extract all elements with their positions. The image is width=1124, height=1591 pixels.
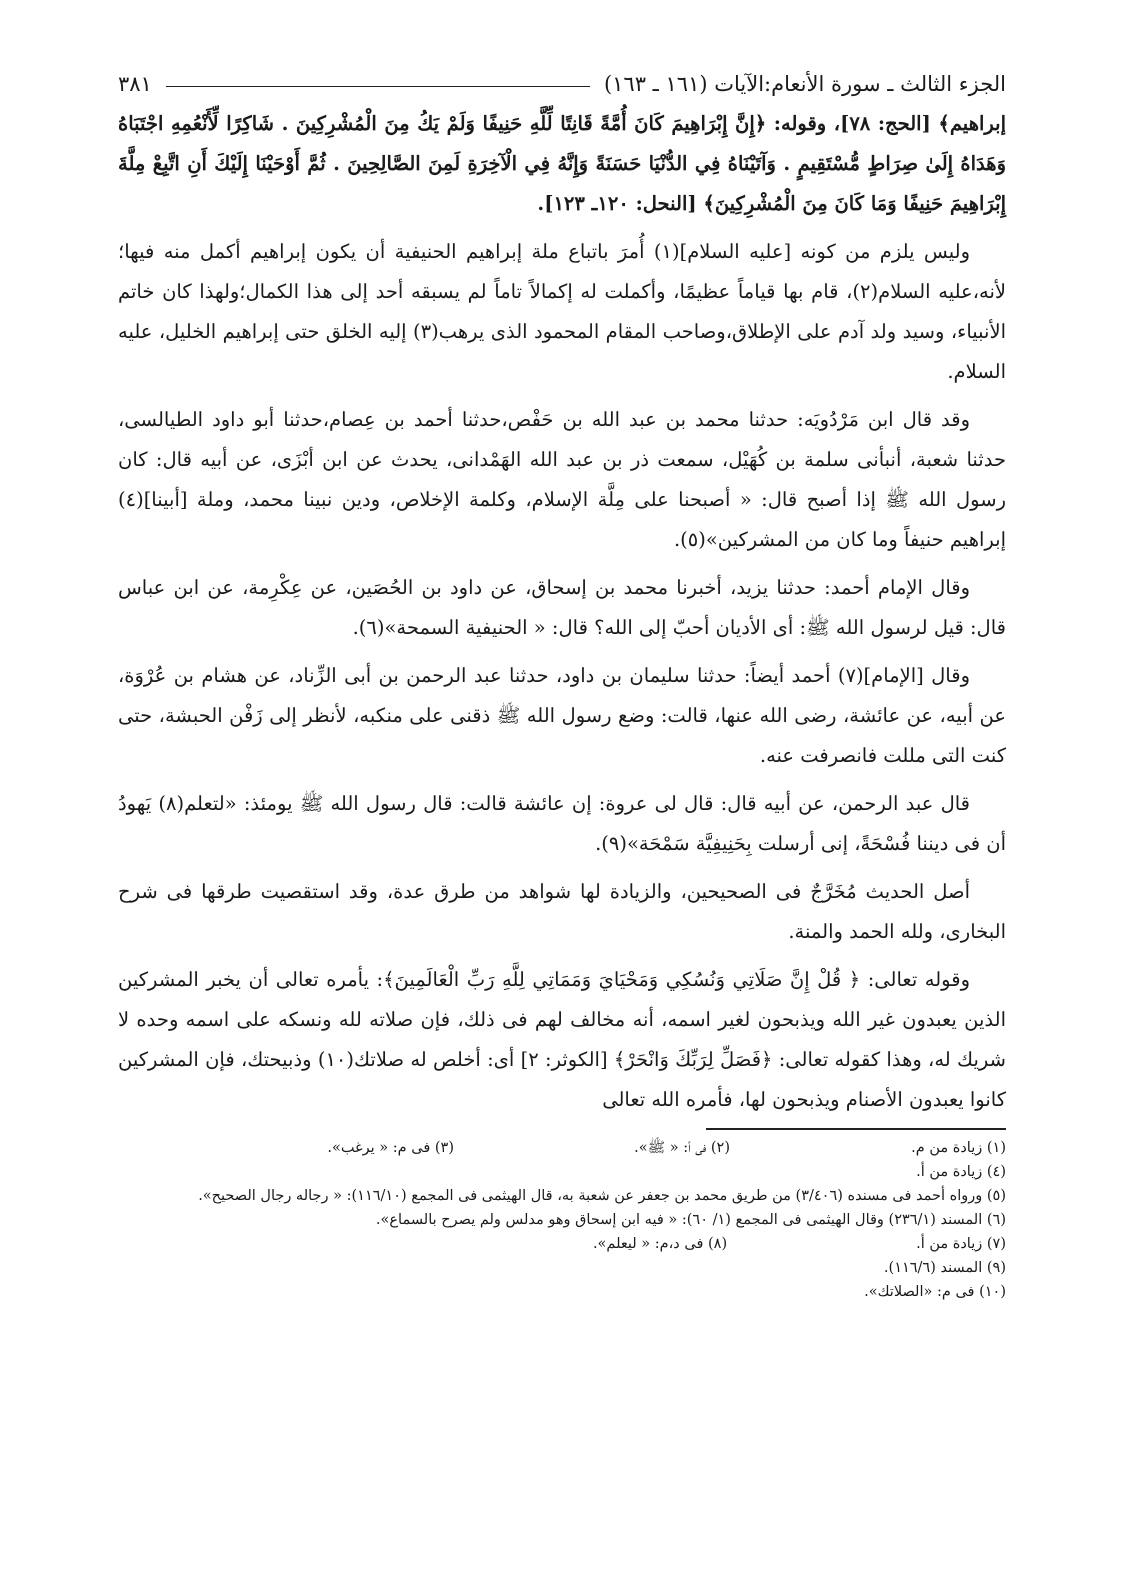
paragraph: قال عبد الرحمن، عن أبيه قال: قال لى عروة: إن عائشة قالت: قال رسول الله ﷺ يومئذ: «لتعلم(٨) يَهودُ أن فى ديننا فُسْحَةً، إنى أرسلت بِحَنِيفِيَّة سَمْحَة»(٩). [118, 792, 1006, 855]
footnotes [118, 1136, 1006, 1304]
header-rule [166, 86, 590, 87]
paragraph-quran-verses: إبراهيم﴾ [الحج: ٧٨]، وقوله: ﴿إِنَّ إِبْرَاهِيمَ كَانَ أُمَّةً قَانِتًا لِّلَّهِ حَنِيفًا وَلَمْ يَكُ مِنَ الْمُشْرِكِينَ . شَاكِرًا لِّأَنْعُمِهِ اجْتَبَاهُ وَهَدَاهُ إِلَىٰ صِرَاطٍ مُّسْتَقِيمٍ . وَآتَيْنَاهُ فِي الدُّنْيَا حَسَنَةً وَإِنَّهُ فِي الْآخِرَةِ لَمِنَ الصَّالِحِينَ . ثُمَّ أَوْحَيْنَا إِلَيْكَ أَنِ اتَّبِعْ مِلَّةَ إِبْرَاهِيمَ حَنِيفًا وَمَا كَانَ مِنَ الْمُشْرِكِينَ﴾ [النحل: ١٢٠ـ ١٢٣]. [118, 112, 1006, 215]
footnote: (٧) زيادة من أ. (٨) فى د،م: « ليعلم». [592, 1236, 1006, 1252]
footnote: (٩) المسند (١١٦/٦). [883, 1260, 1006, 1276]
footnote: (١٠) فى م: «الصلاتك». [864, 1284, 1006, 1300]
footnote: (١) زيادة من م. [911, 1140, 1006, 1156]
paragraph: وقال الإمام أحمد: حدثنا يزيد، أخبرنا محمد بن إسحاق، عن داود بن الحُصَين، عن عِكْرِمة، عن ابن عباس قال: قيل لرسول الله ﷺ: أى الأديان أحبّ إلى الله؟ قال: « الحنيفية السمحة»(٦). [118, 576, 1006, 639]
footnote: (٦) المسند (٢٣٦/١) وقال الهيثمى فى المجمع (١/ ٦٠): « فيه ابن إسحاق وهو مدلس ولم يصرح بالسماع». [375, 1212, 1006, 1228]
paragraph: وليس يلزم من كونه [عليه السلام](١) أُمرَ باتباع ملة إبراهيم الحنيفية أن يكون إبراهيم أكمل منه فيها؛ لأنه،عليه السلام(٢)، قام بها قياماً عظيمًا، وأكملت له إكمالاً تاماً لم يسبقه أحد إلى هذا الكمال؛ولهذا كان خاتم الأنبياء، وسيد ولد آدم على الإطلاق،وصاحب المقام المحمود الذى يرهب(٣) إليه الخلق حتى إبراهيم الخليل، عليه السلام. [118, 240, 1006, 383]
footnote: (٢) فى أ: « ﷺ». [634, 1140, 730, 1156]
header-title: الجزء الثالث ـ سورة الأنعام:الآيات (١٦١ ـ ١٦٣) [603, 72, 1006, 96]
page-number: ٣٨١ [118, 72, 152, 96]
footnote: (٤) زيادة من أ. [916, 1164, 1006, 1180]
paragraph: أصل الحديث مُخَرَّجٌ فى الصحيحين، والزيادة لها شواهد من طرق عدة، وقد استقصيت طرقها فى شرح البخارى، ولله الحمد والمنة. [118, 880, 1006, 943]
paragraph: وقال [الإمام](٧) أحمد أيضاً: حدثنا سليمان بن داود، حدثنا عبد الرحمن بن أبى الزِّناد، عن هشام بن عُرْوَة، عن أبيه، عن عائشة، رضى الله عنها، قالت: وضع رسول الله ﷺ ذقنى على منكبه، لأنظر إلى زَفْن الحبشة، حتى كنت التى مللت فانصرفت عنه. [118, 664, 1006, 767]
body-text [118, 104, 1006, 1120]
paragraph: وقد قال ابن مَرْدُويَه: حدثنا محمد بن عبد الله بن حَفْص،حدثنا أحمد بن عِصام،حدثنا أبو داود الطيالسى، حدثنا شعبة، أنبأنى سلمة بن كُهَيْل، سمعت ذر بن عبد الله الهَمْدانى، يحدث عن ابن أبْزَى، عن أبيه قال: كان رسول الله ﷺ إذا أصبح قال: « أصبحنا على مِلَّة الإسلام، وكلمة الإخلاص، ودين نبينا محمد، وملة [أبينا](٤) إبراهيم حنيفاً وما كان من المشركين»(٥). [118, 408, 1006, 551]
paragraph: وقوله تعالى: ﴿ قُلْ إِنَّ صَلَاتِي وَنُسُكِي وَمَحْيَايَ وَمَمَاتِي لِلَّهِ رَبِّ الْعَالَمِينَ﴾: يأمره تعالى أن يخبر المشركين الذين يعبدون غير الله ويذبحون لغير اسمه، أنه مخالف لهم فى ذلك، فإن صلاته لله ونسكه على اسمه وحده لا شريك له، وهذا كقوله تعالى: ﴿فَصَلِّ لِرَبِّكَ وَانْحَرْ﴾ [الكوثر: ٢] أى: أخلص له صلاتك(١٠) وذبيحتك، فإن المشركين كانوا يعبدون الأصنام ويذبحون لها، فأمره الله تعالى [118, 968, 1006, 1111]
footnote-divider [706, 1128, 1006, 1130]
footnote: (٥) ورواه أحمد فى مسنده (٣/٤٠٦) من طريق محمد بن جعفر عن شعبة به، قال الهيثمى فى المجمع (١١٦/١٠): « رجاله رجال الصحيح». [198, 1188, 1006, 1204]
footnote: (٣) فى م: « يرغب». [327, 1140, 454, 1156]
running-header [118, 64, 1006, 104]
footnote-row [118, 1136, 1006, 1160]
